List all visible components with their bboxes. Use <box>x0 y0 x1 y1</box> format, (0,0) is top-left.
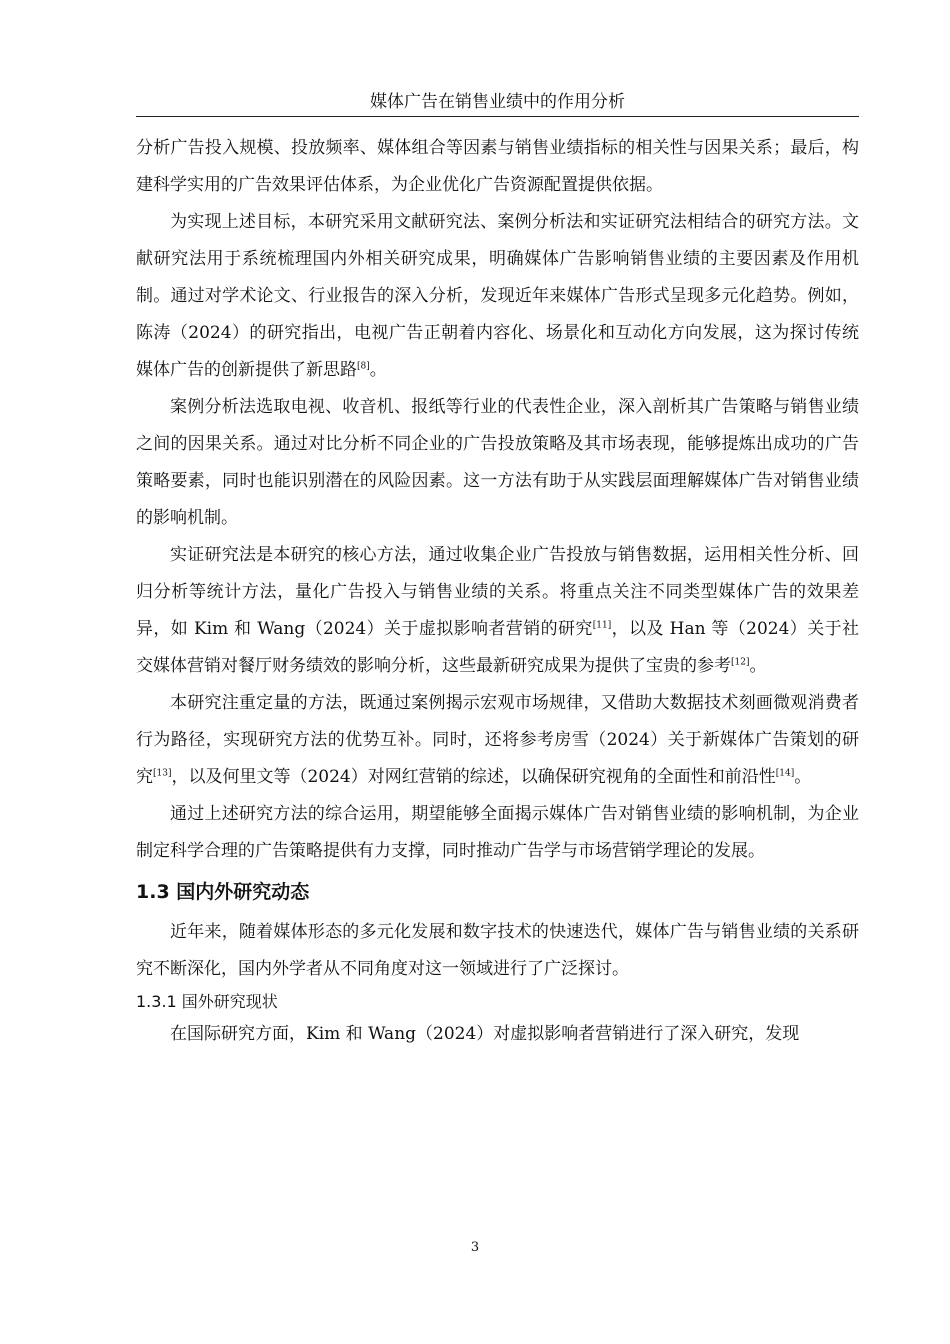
citation-ref: [12] <box>731 657 750 668</box>
document-body <box>136 130 859 1053</box>
paragraph: 分析广告投入规模、投放频率、媒体组合等因素与销售业绩指标的相关性与因果关系；最后，构建科学实用的广告效果评估体系，为企业优化广告资源配置提供依据。 <box>136 138 859 195</box>
paragraph-text: 实证研究法是本研究的核心方法，通过收集企业广告投放与销售数据，运用相关性分析、回归分析等统计方法，量化广告投入与销售业绩的关系。将重点关注不同类型媒体广告的效果差异，如 Kim 和 Wang（2024）关于虚拟影响者营销的研究 <box>136 545 859 639</box>
paragraph-text: 为实现上述目标，本研究采用文献研究法、案例分析法和实证研究法相结合的研究方法。文献研究法用于系统梳理国内外相关研究成果，明确媒体广告影响销售业绩的主要因素及作用机制。通过对学术论文、行业报告的深入分析，发现近年来媒体广告形式呈现多元化趋势。例如，陈涛（2024）的研究指出，电视广告正朝着内容化、场景化和互动化方向发展，这为探讨传统媒体广告的创新提供了新思路 <box>136 212 859 380</box>
paragraph-end: 。 <box>749 656 767 676</box>
citation-ref: [11] <box>592 620 612 631</box>
page-number: 3 <box>470 1240 480 1255</box>
section-heading: 1.3 国内外研究动态 <box>136 881 310 903</box>
paragraph-text: 本研究注重定量的方法，既通过案例揭示宏观市场规律，又借助大数据技术刻画微观消费者行为路径，实现研究方法的优势互补。同时，还将参考房雪（2024）关于新媒体广告策划的研究 <box>136 693 859 787</box>
running-header: 媒体广告在销售业绩中的作用分析 <box>136 90 859 117</box>
subsection-heading: 1.3.1 国外研究现状 <box>136 992 278 1011</box>
paragraph: 在国际研究方面，Kim 和 Wang（2024）对虚拟影响者营销进行了深入研究，发现 <box>170 1024 800 1044</box>
paragraph <box>136 537 859 685</box>
paragraph-text: ，以及 Han 等（2024）关于社交媒体营销对餐厅财务绩效的影响分析，这些最新研究成果为提供了宝贵的参考 <box>136 619 859 676</box>
paragraph <box>136 685 859 796</box>
citation-ref: [13] <box>153 768 172 779</box>
paragraph: 近年来，随着媒体形态的多元化发展和数字技术的快速迭代，媒体广告与销售业绩的关系研究不断深化，国内外学者从不同角度对这一领域进行了广泛探讨。 <box>136 922 859 979</box>
citation-ref: [14] <box>775 768 795 779</box>
paragraph: 案例分析法选取电视、收音机、报纸等行业的代表性企业，深入剖析其广告策略与销售业绩之间的因果关系。通过对比分析不同企业的广告投放策略及其市场表现，能够提炼出成功的广告策略要素，同时也能识别潜在的风险因素。这一方法有助于从实践层面理解媒体广告对销售业绩的影响机制。 <box>136 397 859 528</box>
paragraph <box>136 204 859 389</box>
paragraph-end: 。 <box>369 360 387 380</box>
paragraph-end: 。 <box>794 767 812 787</box>
citation-ref: [8] <box>357 361 370 372</box>
paragraph-text: ，以及何里文等（2024）对网红营销的综述，以确保研究视角的全面性和前沿性 <box>171 767 776 787</box>
paragraph: 通过上述研究方法的综合运用，期望能够全面揭示媒体广告对销售业绩的影响机制，为企业制定科学合理的广告策略提供有力支撑，同时推动广告学与市场营销学理论的发展。 <box>136 804 859 861</box>
